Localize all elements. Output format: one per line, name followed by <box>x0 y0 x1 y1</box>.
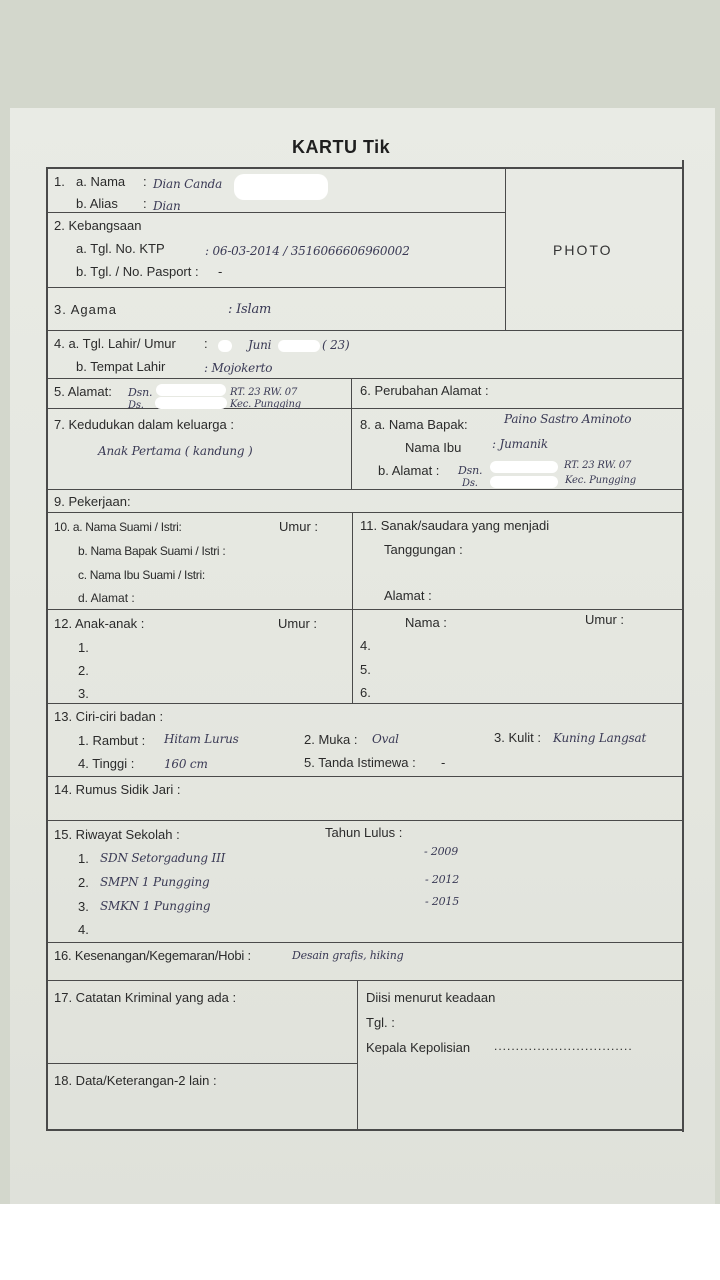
alias-colon: : <box>143 196 147 211</box>
anak-umur-label: Umur : <box>278 616 317 631</box>
kepala-kepolisian-dots: ................................ <box>494 1039 633 1053</box>
alamat-ortu-kec: Kec. Pungging <box>565 475 636 486</box>
nama-colon: : <box>143 174 147 189</box>
anak-5: 5. <box>360 662 371 677</box>
redacted-alamat-ortu-1 <box>490 461 558 473</box>
nama-ibu-label: Nama Ibu <box>405 440 462 455</box>
kebangsaan-label: 2. Kebangsaan <box>54 218 142 233</box>
sanak-saudara-label: 11. Sanak/saudara yang menjadi <box>360 518 550 533</box>
tanda-istimewa-value: - <box>441 755 446 770</box>
redacted-alamat-1 <box>156 384 226 396</box>
anak-4: 4. <box>360 638 371 653</box>
tempat-lahir-value: : Mojokerto <box>204 361 273 375</box>
alamat-dsn: Dsn. <box>128 386 153 399</box>
pekerjaan-label: 9. Pekerjaan: <box>54 494 131 509</box>
alamat-label: 5. Alamat: <box>54 384 112 399</box>
riwayat-sekolah-label: 15. Riwayat Sekolah : <box>54 827 180 842</box>
bottom-margin <box>0 1204 720 1280</box>
sekolah-3-year: - 2015 <box>425 895 460 908</box>
sekolah-3-name: SMKN 1 Pungging <box>100 899 211 913</box>
anak-umur2-label: Umur : <box>585 612 624 627</box>
sekolah-2-year: - 2012 <box>425 873 460 886</box>
kedudukan-value: Anak Pertama ( kandung ) <box>98 444 253 458</box>
rambut-label: 1. Rambut : <box>78 733 146 748</box>
anak-anak-label: 12. Anak-anak : <box>54 616 145 631</box>
nama-label: a. Nama <box>76 174 126 189</box>
tanggungan-label: Tanggungan : <box>384 542 463 557</box>
document-title: KARTU Tik <box>292 137 391 157</box>
alamat-ortu-label: b. Alamat : <box>378 463 440 478</box>
redacted-alamat-2 <box>155 397 227 409</box>
alias-label: b. Alias <box>76 196 118 211</box>
sekolah-1-year: - 2009 <box>424 845 459 858</box>
alamat-kec: Kec. Pungging <box>230 399 301 410</box>
tempat-lahir-label: b. Tempat Lahir <box>76 359 166 374</box>
redacted-alamat-ortu-2 <box>490 476 558 488</box>
ktp-value: : 06-03-2014 / 3516066606960002 <box>205 244 410 258</box>
redacted-name <box>234 174 328 200</box>
diisi-keadaan: Diisi menurut keadaan <box>366 990 496 1005</box>
sekolah-2-num: 2. <box>78 875 89 890</box>
anak-6: 6. <box>360 685 371 700</box>
tinggi-label: 4. Tinggi : <box>78 756 135 771</box>
alias-value: Dian <box>153 199 181 213</box>
tahun-lulus-label: Tahun Lulus : <box>325 825 403 840</box>
ktp-label: a. Tgl. No. KTP <box>76 241 165 256</box>
anak-2: 2. <box>78 663 89 678</box>
nama-ibu-value: : Jumanik <box>492 437 548 451</box>
sekolah-3-num: 3. <box>78 899 89 914</box>
sekolah-4-num: 4. <box>78 922 89 937</box>
alamat-ortu-rt-rw: RT. 23 RW. 07 <box>564 460 632 471</box>
ibu-suami-label: c. Nama Ibu Suami / Istri: <box>78 568 205 582</box>
tgl-label: Tgl. : <box>366 1015 395 1030</box>
sekolah-2-name: SMPN 1 Pungging <box>100 875 210 889</box>
data-lain-label: 18. Data/Keterangan-2 lain : <box>54 1073 217 1088</box>
umur-value: ( 23) <box>322 338 350 352</box>
nama-bapak-label: 8. a. Nama Bapak: <box>360 417 468 432</box>
alamat-ortu-ds: Ds. <box>462 478 478 489</box>
anak-1: 1. <box>78 640 89 655</box>
tgl-lahir-label: 4. a. Tgl. Lahir/ Umur <box>54 336 176 351</box>
redacted-day <box>218 340 232 352</box>
kulit-value: Kuning Langsat <box>553 731 647 745</box>
ciri-badan-label: 13. Ciri-ciri badan : <box>54 709 164 724</box>
sekolah-1-name: SDN Setorgadung III <box>100 851 226 865</box>
hobi-value: Desain grafis, hiking <box>292 949 404 962</box>
alamat-ds: Ds. <box>128 400 144 411</box>
photo-label: PHOTO <box>553 242 613 258</box>
alamat-suami-label: d. Alamat : <box>78 591 135 605</box>
sanak-alamat-label: Alamat : <box>384 588 432 603</box>
hobi-label: 16. Kesenangan/Kegemaran/Hobi : <box>54 948 251 963</box>
redacted-year <box>278 340 320 352</box>
nama-bapak-value: Paino Sastro Aminoto <box>504 412 632 426</box>
perubahan-alamat-label: 6. Perubahan Alamat : <box>360 383 489 398</box>
anak-nama-label: Nama : <box>405 615 447 630</box>
alamat-rt-rw: RT. 23 RW. 07 <box>230 387 298 398</box>
pasport-value: - <box>218 264 223 279</box>
agama-label: 3. Agama <box>54 302 117 317</box>
kepala-kepolisian-label: Kepala Kepolisian <box>366 1040 471 1055</box>
agama-value: : Islam <box>228 302 272 317</box>
anak-3: 3. <box>78 686 89 701</box>
tinggi-value: 160 cm <box>164 757 208 771</box>
bapak-suami-label: b. Nama Bapak Suami / Istri : <box>78 544 226 558</box>
suami-istri-umur: Umur : <box>279 519 318 534</box>
kedudukan-label: 7. Kedudukan dalam keluarga : <box>54 417 234 432</box>
suami-istri-label: 10. a. Nama Suami / Istri: <box>54 520 182 534</box>
sekolah-1-num: 1. <box>78 851 89 866</box>
muka-label: 2. Muka : <box>304 732 358 747</box>
pasport-label: b. Tgl. / No. Pasport : <box>76 264 199 279</box>
rambut-value: Hitam Lurus <box>164 732 239 746</box>
kulit-label: 3. Kulit : <box>494 730 541 745</box>
nama-value: Dian Canda <box>153 177 223 191</box>
sidik-jari-label: 14. Rumus Sidik Jari : <box>54 782 181 797</box>
tgl-lahir-colon: : <box>204 336 208 351</box>
s1-number: 1. <box>54 174 65 189</box>
catatan-kriminal-label: 17. Catatan Kriminal yang ada : <box>54 990 237 1005</box>
tanda-istimewa-label: 5. Tanda Istimewa : <box>304 755 416 770</box>
muka-value: Oval <box>372 732 399 746</box>
tgl-lahir-month: Juni <box>248 338 272 352</box>
alamat-ortu-dsn: Dsn. <box>458 464 483 477</box>
